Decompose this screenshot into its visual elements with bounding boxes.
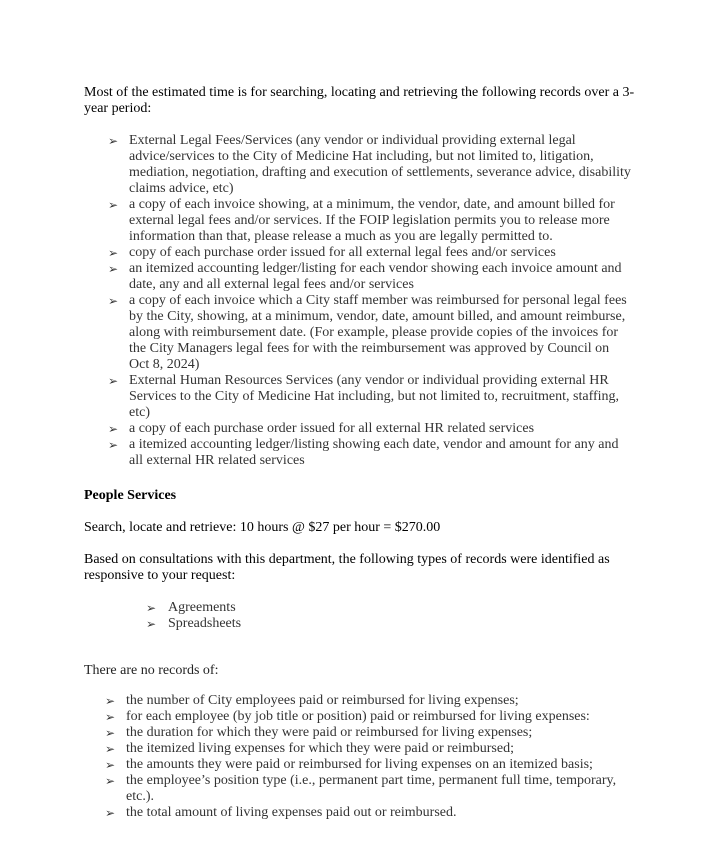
arrow-bullet-icon: ➢	[105, 742, 116, 756]
arrow-bullet-icon: ➢	[108, 294, 119, 308]
list-item: ➢ a copy of each invoice which a City staff member was reimbursed for personal legal fees by the City, showing, at a minimum, vendor, date, amount billed, and amount reimburse, along with reimbursement date. (For example, please provide copies of the invoices for the City Managers legal fees for with the reimbursement was approved by Council on Oct 8, 2024)	[108, 293, 627, 372]
arrow-bullet-icon: ➢	[108, 198, 119, 212]
list-item: ➢ for each employee (by job title or position) paid or reimbursed for living expenses:	[105, 709, 590, 724]
arrow-bullet-icon: ➢	[146, 617, 157, 631]
list-item: ➢ Agreements	[146, 600, 236, 615]
consultation-paragraph: Based on consultations with this department, the following types of records were identified as responsive to your request:	[84, 552, 610, 583]
list-item: ➢ the amounts they were paid or reimbursed for living expenses on an itemized basis;	[105, 757, 593, 772]
arrow-bullet-icon: ➢	[105, 758, 116, 772]
list-item: ➢ an itemized accounting ledger/listing for each vendor showing each invoice amount and date, any and all external legal fees and/or services	[108, 261, 622, 292]
list-item: ➢ Spreadsheets	[146, 616, 242, 631]
list-item: ➢ a itemized accounting ledger/listing showing each date, vendor and amount for any and all external HR related services	[108, 437, 619, 468]
records-list	[108, 133, 631, 469]
arrow-bullet-icon: ➢	[146, 601, 157, 615]
list-item: ➢ the itemized living expenses for which they were paid or reimbursed;	[105, 741, 514, 756]
list-item: ➢ External Legal Fees/Services (any vendor or individual providing external legal advice/services to the City of Medicine Hat including, but not limited to, litigation, mediation, negotiation, drafting and execution of settlements, severance advice, disability claims advice, etc)	[108, 133, 631, 196]
arrow-bullet-icon: ➢	[108, 134, 119, 148]
arrow-bullet-icon: ➢	[105, 726, 116, 740]
no-records-intro: There are no records of:	[84, 663, 219, 678]
arrow-bullet-icon: ➢	[105, 774, 116, 788]
arrow-bullet-icon: ➢	[108, 262, 119, 276]
arrow-bullet-icon: ➢	[105, 806, 116, 820]
intro-paragraph: Most of the estimated time is for searching, locating and retrieving the following records over a 3-year period:	[84, 85, 635, 116]
arrow-bullet-icon: ➢	[105, 694, 116, 708]
arrow-bullet-icon: ➢	[105, 710, 116, 724]
arrow-bullet-icon: ➢	[108, 422, 119, 436]
no-records-list	[105, 693, 626, 821]
list-item: ➢ the total amount of living expenses paid out or reimbursed.	[105, 805, 457, 820]
arrow-bullet-icon: ➢	[108, 246, 119, 260]
list-item: ➢ the duration for which they were paid or reimbursed for living expenses;	[105, 725, 533, 740]
list-item: ➢ the number of City employees paid or reimbursed for living expenses;	[105, 693, 519, 708]
list-item: ➢ the employee’s position type (i.e., permanent part time, permanent full time, temporary, etc.).	[105, 773, 617, 804]
record-types-list	[146, 600, 468, 632]
list-item: ➢ a copy of each invoice showing, at a minimum, the vendor, date, and amount billed for external legal fees and/or services. If the FOIP legislation permits you to release more information than that, please release a much as you are legally permitted to.	[108, 197, 615, 244]
arrow-bullet-icon: ➢	[108, 438, 119, 452]
list-item: ➢ a copy of each purchase order issued for all external HR related services	[108, 421, 535, 436]
search-estimate-line: Search, locate and retrieve: 10 hours @ $27 per hour = $270.00	[84, 520, 441, 535]
section-heading-people-services: People Services	[84, 488, 177, 503]
arrow-bullet-icon: ➢	[108, 374, 119, 388]
list-item: ➢ copy of each purchase order issued for all external legal fees and/or services	[108, 245, 556, 260]
list-item: ➢ External Human Resources Services (any vendor or individual providing external HR Services to the City of Medicine Hat including, but not limited to, recruitment, staffing, etc)	[108, 373, 620, 420]
